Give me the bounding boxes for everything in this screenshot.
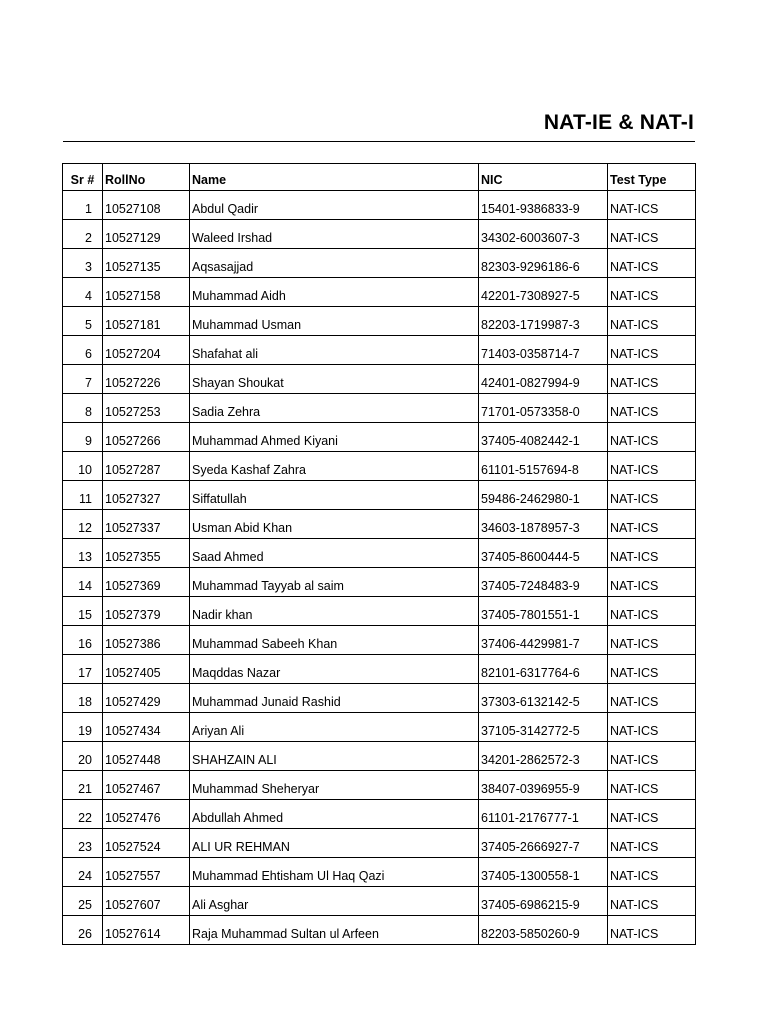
header-test-type: Test Type [608,164,696,191]
cell-name: Muhammad Ahmed Kiyani [190,423,479,452]
cell-test-type: NAT-ICS [608,655,696,684]
header-rollno: RollNo [103,164,190,191]
cell-nic: 34603-1878957-3 [479,510,608,539]
cell-rollno: 10527253 [103,394,190,423]
cell-test-type: NAT-ICS [608,684,696,713]
cell-nic: 34302-6003607-3 [479,220,608,249]
cell-sr: 13 [63,539,103,568]
table-row [63,800,696,829]
cell-nic: 82303-9296186-6 [479,249,608,278]
cell-rollno: 10527614 [103,916,190,945]
cell-sr: 23 [63,829,103,858]
table-row [63,365,696,394]
cell-nic: 61101-2176777-1 [479,800,608,829]
cell-sr: 11 [63,481,103,510]
cell-test-type: NAT-ICS [608,568,696,597]
table-row [63,829,696,858]
cell-name: Muhammad Aidh [190,278,479,307]
table-row [63,887,696,916]
cell-name: Ariyan Ali [190,713,479,742]
cell-rollno: 10527108 [103,191,190,220]
cell-nic: 37405-8600444-5 [479,539,608,568]
header-row [63,164,696,191]
cell-nic: 71403-0358714-7 [479,336,608,365]
cell-nic: 37405-4082442-1 [479,423,608,452]
table-row [63,191,696,220]
cell-test-type: NAT-ICS [608,626,696,655]
cell-nic: 34201-2862572-3 [479,742,608,771]
cell-name: Siffatullah [190,481,479,510]
cell-name: Saad Ahmed [190,539,479,568]
cell-rollno: 10527429 [103,684,190,713]
cell-sr: 8 [63,394,103,423]
cell-nic: 37405-1300558-1 [479,858,608,887]
cell-name: Muhammad Junaid Rashid [190,684,479,713]
cell-test-type: NAT-ICS [608,829,696,858]
cell-rollno: 10527337 [103,510,190,539]
cell-test-type: NAT-ICS [608,452,696,481]
cell-test-type: NAT-ICS [608,220,696,249]
cell-test-type: NAT-ICS [608,887,696,916]
cell-test-type: NAT-ICS [608,800,696,829]
cell-test-type: NAT-ICS [608,481,696,510]
cell-test-type: NAT-ICS [608,539,696,568]
cell-sr: 18 [63,684,103,713]
table-row [63,568,696,597]
cell-rollno: 10527607 [103,887,190,916]
cell-sr: 3 [63,249,103,278]
table-row [63,626,696,655]
cell-rollno: 10527434 [103,713,190,742]
cell-rollno: 10527557 [103,858,190,887]
cell-test-type: NAT-ICS [608,423,696,452]
table-row [63,655,696,684]
table-row [63,510,696,539]
cell-sr: 25 [63,887,103,916]
cell-rollno: 10527355 [103,539,190,568]
cell-name: Ali Asghar [190,887,479,916]
cell-rollno: 10527524 [103,829,190,858]
cell-name: ALI UR REHMAN [190,829,479,858]
cell-name: Syeda Kashaf Zahra [190,452,479,481]
cell-rollno: 10527386 [103,626,190,655]
cell-nic: 37405-6986215-9 [479,887,608,916]
cell-test-type: NAT-ICS [608,191,696,220]
cell-rollno: 10527158 [103,278,190,307]
cell-sr: 17 [63,655,103,684]
cell-nic: 42201-7308927-5 [479,278,608,307]
cell-nic: 37105-3142772-5 [479,713,608,742]
cell-rollno: 10527467 [103,771,190,800]
cell-name: SHAHZAIN ALI [190,742,479,771]
cell-rollno: 10527204 [103,336,190,365]
cell-sr: 4 [63,278,103,307]
cell-sr: 15 [63,597,103,626]
cell-sr: 12 [63,510,103,539]
cell-rollno: 10527448 [103,742,190,771]
cell-nic: 71701-0573358-0 [479,394,608,423]
cell-name: Abdul Qadir [190,191,479,220]
cell-sr: 24 [63,858,103,887]
cell-name: Sadia Zehra [190,394,479,423]
cell-sr: 19 [63,713,103,742]
cell-test-type: NAT-ICS [608,278,696,307]
cell-sr: 16 [63,626,103,655]
cell-sr: 2 [63,220,103,249]
cell-rollno: 10527379 [103,597,190,626]
cell-name: Waleed Irshad [190,220,479,249]
table-row [63,307,696,336]
page-title: NAT-IE & NAT-I [543,111,694,134]
cell-sr: 10 [63,452,103,481]
cell-name: Usman Abid Khan [190,510,479,539]
cell-rollno: 10527327 [103,481,190,510]
cell-sr: 20 [63,742,103,771]
table-row [63,771,696,800]
table-row [63,713,696,742]
table-row [63,452,696,481]
cell-name: Shafahat ali [190,336,479,365]
cell-name: Shayan Shoukat [190,365,479,394]
cell-name: Aqsasajjad [190,249,479,278]
cell-test-type: NAT-ICS [608,307,696,336]
cell-name: Muhammad Usman [190,307,479,336]
cell-nic: 37405-7801551-1 [479,597,608,626]
cell-name: Muhammad Sheheryar [190,771,479,800]
table-row [63,481,696,510]
cell-name: Muhammad Sabeeh Khan [190,626,479,655]
cell-sr: 1 [63,191,103,220]
cell-nic: 37405-2666927-7 [479,829,608,858]
cell-test-type: NAT-ICS [608,336,696,365]
table-row [63,278,696,307]
cell-test-type: NAT-ICS [608,249,696,278]
cell-rollno: 10527369 [103,568,190,597]
table-row [63,597,696,626]
header-nic: NIC [479,164,608,191]
table-row [63,220,696,249]
cell-test-type: NAT-ICS [608,858,696,887]
cell-name: Muhammad Ehtisham Ul Haq Qazi [190,858,479,887]
cell-name: Maqddas Nazar [190,655,479,684]
cell-name: Abdullah Ahmed [190,800,479,829]
cell-test-type: NAT-ICS [608,597,696,626]
cell-rollno: 10527226 [103,365,190,394]
cell-test-type: NAT-ICS [608,771,696,800]
table-body [63,191,696,945]
cell-sr: 5 [63,307,103,336]
cell-nic: 61101-5157694-8 [479,452,608,481]
cell-nic: 82101-6317764-6 [479,655,608,684]
cell-sr: 26 [63,916,103,945]
table-row [63,916,696,945]
table-header [63,164,696,191]
cell-sr: 21 [63,771,103,800]
table-row [63,858,696,887]
cell-name: Muhammad Tayyab al saim [190,568,479,597]
table-row [63,249,696,278]
cell-sr: 14 [63,568,103,597]
cell-sr: 7 [63,365,103,394]
cell-nic: 59486-2462980-1 [479,481,608,510]
cell-nic: 15401-9386833-9 [479,191,608,220]
cell-name: Nadir khan [190,597,479,626]
header-sr: Sr # [63,164,103,191]
cell-test-type: NAT-ICS [608,916,696,945]
cell-test-type: NAT-ICS [608,742,696,771]
cell-nic: 37303-6132142-5 [479,684,608,713]
cell-test-type: NAT-ICS [608,713,696,742]
cell-nic: 82203-1719987-3 [479,307,608,336]
cell-nic: 82203-5850260-9 [479,916,608,945]
cell-nic: 37406-4429981-7 [479,626,608,655]
cell-rollno: 10527476 [103,800,190,829]
cell-test-type: NAT-ICS [608,365,696,394]
cell-sr: 22 [63,800,103,829]
table-row [63,423,696,452]
cell-rollno: 10527405 [103,655,190,684]
table-row [63,394,696,423]
cell-name: Raja Muhammad Sultan ul Arfeen [190,916,479,945]
table-row [63,742,696,771]
table-row [63,539,696,568]
table-row [63,336,696,365]
title-divider [63,141,695,142]
cell-nic: 42401-0827994-9 [479,365,608,394]
header-name: Name [190,164,479,191]
cell-rollno: 10527287 [103,452,190,481]
table-row [63,684,696,713]
cell-sr: 9 [63,423,103,452]
cell-test-type: NAT-ICS [608,394,696,423]
cell-rollno: 10527181 [103,307,190,336]
cell-nic: 38407-0396955-9 [479,771,608,800]
cell-rollno: 10527135 [103,249,190,278]
cell-sr: 6 [63,336,103,365]
cell-nic: 37405-7248483-9 [479,568,608,597]
cell-rollno: 10527129 [103,220,190,249]
candidates-table [62,163,696,945]
cell-test-type: NAT-ICS [608,510,696,539]
cell-rollno: 10527266 [103,423,190,452]
